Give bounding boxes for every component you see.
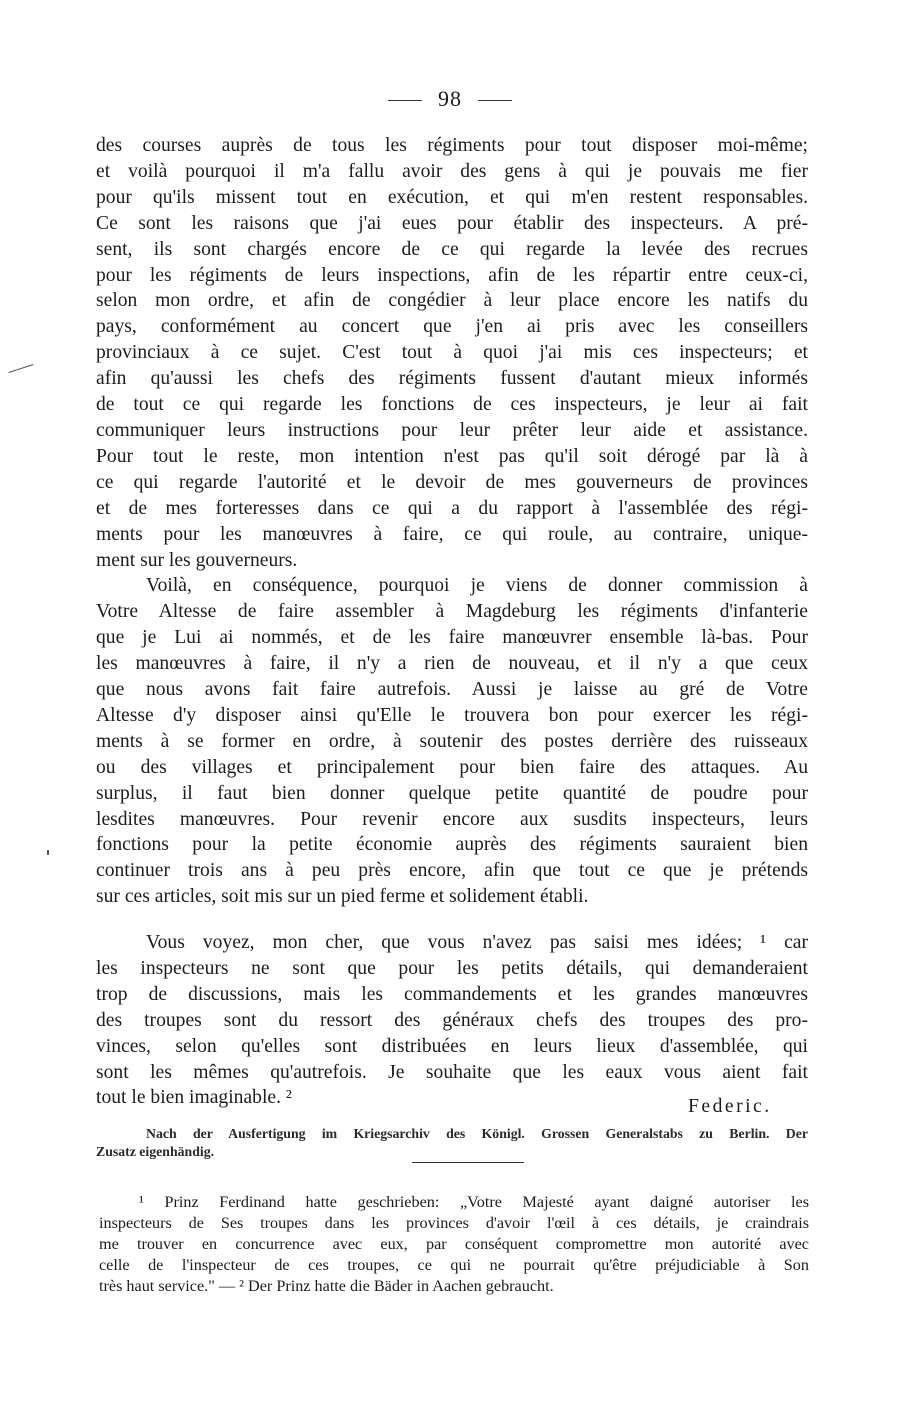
text-line: pour les régiments de leurs inspections, afin de les répartir entre ceux-ci, [96,264,808,286]
source-note [96,1125,808,1161]
text-line: pays, conformément au concert que j'en ai pris avec les conseillers [96,316,808,338]
text-line: provinciaux à ce sujet. C'est tout à quoi j'ai mis ces inspecteurs; et [96,342,808,364]
text-line: communiquer leurs instructions pour leur prêter leur aide et assistance. [96,419,808,441]
footnote-line: celle de l'inspecteur de ces troupes, ce qui ne pourrait qu'être préjudiciable à Son [99,1256,809,1274]
text-line: fonctions pour la petite économie auprès des régiments sauraient bien [96,834,808,856]
text-line: Altesse d'y disposer ainsi qu'Elle le trouvera bon pour exercer les régi- [96,704,808,726]
text-line: lesdites manœuvres. Pour revenir encore aux susdits inspecteurs, leurs [96,808,808,830]
text-line: sont les mêmes qu'autrefois. Je souhaite que les eaux vous aient fait [96,1061,808,1083]
text-line: pour qu'ils missent tout en exécution, et qui m'en restent responsables. [96,186,808,208]
text-line: ment sur les gouverneurs. [96,549,298,571]
text-line: les manœuvres à faire, il n'y a rien de nouveau, et il n'y a que ceux [96,653,808,675]
text-line: et de mes forteresses dans ce qui a du rapport à l'assemblée des régi- [96,497,808,519]
text-line: afin qu'aussi les chefs des régiments fussent d'autant mieux informés [96,368,808,390]
margin-dot-mark [47,850,49,855]
header-dash-right [478,100,512,101]
page-header [0,86,900,112]
footnotes [99,1192,809,1297]
text-line: ce qui regarde l'autorité et le devoir de mes gouverneurs de provinces [96,471,808,493]
text-line: et voilà pourquoi il m'a fallu avoir des gens à qui je pouvais me fier [96,160,808,182]
margin-pencil-mark [8,364,33,373]
source-note-line: Nach der Ausfertigung im Kriegsarchiv des Königl. Grossen Generalstabs zu Berlin. Der [146,1126,808,1141]
text-line: ments pour les manœuvres à faire, ce qui roule, au contraire, unique- [96,523,808,545]
text-line: Vous voyez, mon cher, que vous n'avez pas saisi mes idées; ¹ car [146,932,808,953]
text-line: Votre Altesse de faire assembler à Magdeburg les régiments d'infanterie [96,601,808,623]
footnote-line: ¹ Prinz Ferdinand hatte geschrieben: „Votre Majesté ayant daigné autoriser les [139,1193,809,1211]
text-line: de tout ce qui regarde les fonctions de ces inspecteurs, je leur ai fait [96,394,808,416]
text-line: des troupes sont du ressort des généraux chefs des troupes des pro- [96,1009,808,1031]
main-text-block [96,133,808,910]
text-line: ments à se former en ordre, à soutenir des postes derrière des ruisseaux [96,730,808,752]
text-line: continuer trois ans à peu près encore, afin que tout ce que je prétends [96,860,808,882]
signature: Federic. [688,1096,772,1117]
text-line: vinces, selon qu'elles sont distribuées en leurs lieux d'assemblée, qui [96,1035,808,1057]
text-line: ou des villages et principalement pour bien faire des attaques. Au [96,756,808,778]
page-number: 98 [438,86,462,111]
footnote-separator [412,1162,524,1163]
postscript-block [96,930,808,1111]
text-line: les inspecteurs ne sont que pour les petits détails, qui demanderaient [96,957,808,979]
text-line: sur ces articles, soit mis sur un pied ferme et solidement établi. [96,886,589,908]
header-dash-left [388,100,422,101]
text-line: que nous avons fait faire autrefois. Aussi je laisse au gré de Votre [96,679,808,701]
footnote-line: très haut service." — ² Der Prinz hatte die Bäder in Aachen gebraucht. [99,1277,554,1295]
text-line: des courses auprès de tous les régiments pour tout disposer moi-même; [96,135,808,156]
text-line: trop de discussions, mais les commandements et les grandes manœuvres [96,983,808,1005]
text-line: surplus, il faut bien donner quelque petite quantité de poudre pour [96,782,808,804]
text-line: Voilà, en conséquence, pourquoi je viens de donner commission à [146,575,808,597]
text-line: selon mon ordre, et afin de congédier à leur place encore les natifs du [96,290,808,312]
footnote-line: me trouver en concurrence avec eux, par conséquent compromettre mon autorité avec [99,1235,809,1253]
text-line: sent, ils sont chargés encore de ce qui regarde la levée des recrues [96,238,808,260]
text-line: tout le bien imaginable. ² [96,1087,292,1109]
text-line: Pour tout le reste, mon intention n'est pas qu'il soit dérogé par là à [96,445,808,467]
text-line: Ce sont les raisons que j'ai eues pour établir des inspecteurs. A pré- [96,212,808,234]
footnote-line: inspecteurs de Ses troupes dans les provinces d'avoir l'œil à ces détails, je craindrais [99,1214,809,1232]
source-note-line: Zusatz eigenhändig. [96,1144,215,1159]
text-line: que je Lui ai nommés, et de les faire manœuvrer ensemble là-bas. Pour [96,627,808,649]
